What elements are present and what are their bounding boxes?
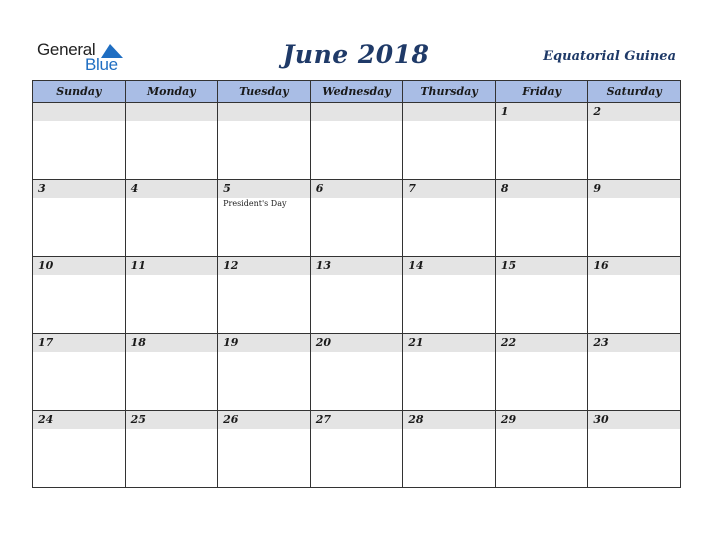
day-number: 22 — [496, 334, 588, 352]
day-number: 27 — [311, 411, 403, 429]
day-number: 30 — [588, 411, 680, 429]
day-number: 3 — [33, 180, 125, 198]
day-number: 29 — [496, 411, 588, 429]
day-cell — [33, 411, 126, 488]
day-number: 23 — [588, 334, 680, 352]
day-number: 2 — [588, 103, 680, 121]
day-cell — [33, 103, 126, 180]
day-number: 19 — [218, 334, 310, 352]
weekday-thursday: Thursday — [403, 81, 496, 103]
day-number: 9 — [588, 180, 680, 198]
day-cell — [310, 103, 403, 180]
day-number — [126, 103, 218, 121]
weekday-monday: Monday — [125, 81, 218, 103]
day-number: 17 — [33, 334, 125, 352]
day-cell — [403, 411, 496, 488]
day-cell — [218, 180, 311, 257]
day-cell — [33, 334, 126, 411]
day-cell — [495, 334, 588, 411]
day-number: 8 — [496, 180, 588, 198]
day-number: 10 — [33, 257, 125, 275]
day-cell — [588, 334, 681, 411]
weekday-friday: Friday — [495, 81, 588, 103]
day-cell — [310, 411, 403, 488]
day-cell — [218, 103, 311, 180]
day-cell — [588, 257, 681, 334]
day-cell — [403, 103, 496, 180]
day-cell — [495, 180, 588, 257]
day-cell — [403, 334, 496, 411]
day-number: 21 — [403, 334, 495, 352]
day-cell — [588, 411, 681, 488]
day-number: 11 — [126, 257, 218, 275]
day-cell — [588, 180, 681, 257]
day-number: 1 — [496, 103, 588, 121]
day-cell — [125, 180, 218, 257]
day-number — [33, 103, 125, 121]
day-number: 6 — [311, 180, 403, 198]
day-cell — [495, 103, 588, 180]
day-number: 25 — [126, 411, 218, 429]
day-number: 12 — [218, 257, 310, 275]
day-cell — [495, 257, 588, 334]
day-number: 24 — [33, 411, 125, 429]
day-number: 20 — [311, 334, 403, 352]
day-cell — [125, 103, 218, 180]
week-row — [33, 334, 681, 411]
day-number — [218, 103, 310, 121]
calendar-grid — [32, 80, 681, 488]
day-cell — [310, 334, 403, 411]
day-cell — [218, 334, 311, 411]
day-cell — [218, 411, 311, 488]
day-number — [311, 103, 403, 121]
week-row — [33, 257, 681, 334]
day-cell — [310, 180, 403, 257]
day-number: 14 — [403, 257, 495, 275]
day-cell — [125, 334, 218, 411]
logo-text-general: General — [37, 40, 96, 59]
weekday-header-row — [33, 81, 681, 103]
day-cell — [125, 411, 218, 488]
day-cell — [403, 180, 496, 257]
logo-text-blue: Blue — [85, 55, 118, 74]
page-title: June 2018 — [282, 40, 430, 69]
week-row — [33, 103, 681, 180]
day-number: 4 — [126, 180, 218, 198]
country-name: Equatorial Guinea — [543, 49, 676, 64]
day-cell — [310, 257, 403, 334]
day-cell — [33, 180, 126, 257]
holiday-label: President's Day — [223, 199, 287, 208]
day-number: 5 — [218, 180, 310, 198]
day-number — [403, 103, 495, 121]
day-number: 13 — [311, 257, 403, 275]
day-number: 18 — [126, 334, 218, 352]
weekday-tuesday: Tuesday — [218, 81, 311, 103]
day-cell — [33, 257, 126, 334]
day-number: 7 — [403, 180, 495, 198]
day-number: 26 — [218, 411, 310, 429]
day-cell — [588, 103, 681, 180]
day-number: 16 — [588, 257, 680, 275]
day-cell — [495, 411, 588, 488]
week-row — [33, 411, 681, 488]
day-cell — [218, 257, 311, 334]
day-cell — [125, 257, 218, 334]
week-row — [33, 180, 681, 257]
day-number: 15 — [496, 257, 588, 275]
day-number: 28 — [403, 411, 495, 429]
weekday-sunday: Sunday — [33, 81, 126, 103]
calendar-body — [33, 103, 681, 488]
weekday-saturday: Saturday — [588, 81, 681, 103]
day-cell — [403, 257, 496, 334]
weekday-wednesday: Wednesday — [310, 81, 403, 103]
